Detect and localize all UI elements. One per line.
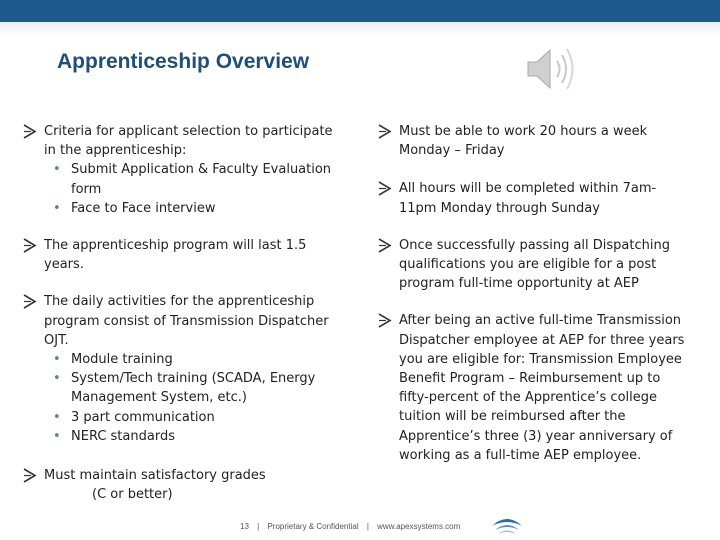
bullet-text: Monday – Friday (399, 143, 505, 159)
left-column (22, 122, 347, 504)
bullet-text: Must maintain satisfactory grades (44, 468, 266, 484)
bullet-text: years. (44, 257, 84, 273)
bullet-text: The daily activities for the apprenticeship (44, 294, 315, 310)
bullet-text: All hours will be completed within 7am- (399, 181, 657, 197)
sub-bullet-nerc (22, 427, 347, 446)
sub-bullet-text: Module training (71, 352, 173, 368)
bullet-text: program consist of Transmission Dispatcher (44, 313, 329, 329)
sub-bullet-text: form (71, 181, 102, 197)
sub-bullet-module (22, 350, 347, 369)
dot-icon: • (53, 371, 61, 387)
apex-logo-icon (490, 514, 524, 536)
bullet-text: program full-time opportunity at AEP (399, 276, 639, 292)
arrow-bullet-icon (22, 238, 37, 253)
bullet-text: Criteria for applicant selection to participate (44, 124, 333, 139)
bullet-grades (22, 466, 347, 504)
sub-bullet-application (22, 160, 347, 198)
arrow-bullet-icon (377, 238, 392, 253)
arrow-bullet-icon (377, 124, 392, 139)
bullet-text: qualifications you are eligible for a post (399, 257, 657, 273)
dot-icon: • (53, 409, 61, 425)
footer (240, 522, 466, 531)
header-bar (0, 0, 720, 22)
dot-icon: • (53, 352, 61, 368)
bullet-text: in the apprenticeship: (44, 143, 187, 159)
bullet-duration (22, 236, 347, 274)
bullet-text: Benefit Program – Reimbursement up to (399, 371, 661, 387)
sub-bullet-text: Submit Application & Faculty Evaluation (71, 162, 332, 178)
footer-separator: | (257, 522, 260, 531)
bullet-text: After being an active full-time Transmission (399, 313, 682, 329)
sub-bullet-text: System/Tech training (SCADA, Energy (71, 371, 316, 387)
arrow-bullet-icon (377, 181, 392, 196)
bullet-text: fifty-percent of the Apprentice’s college (399, 390, 658, 406)
bullet-hours (377, 122, 692, 160)
sub-bullet-text: Face to Face interview (71, 200, 216, 216)
page-number: 13 (240, 522, 249, 531)
bullet-text: Once successfully passing all Dispatching (399, 237, 670, 253)
bullet-post-program (377, 236, 692, 294)
bullet-text: The apprenticeship program will last 1.5 (44, 238, 307, 254)
bullet-criteria (22, 122, 347, 160)
footer-text: Proprietary & Confidential (267, 522, 359, 531)
dot-icon: • (53, 162, 61, 178)
arrow-bullet-icon (377, 313, 392, 328)
bullet-text: working as a full-time AEP employee. (399, 447, 642, 463)
bullet-text: (C or better) (92, 487, 173, 503)
bullet-text: Apprentice’s three (3) year anniversary of (399, 428, 673, 444)
dot-icon: • (53, 428, 61, 444)
bullet-text: Must be able to work 20 hours a week (399, 124, 648, 139)
arrow-bullet-icon (22, 124, 37, 139)
sub-bullet-text: NERC standards (71, 428, 175, 444)
sub-bullet-system (22, 369, 347, 407)
arrow-bullet-icon (22, 294, 37, 309)
footer-url[interactable]: www.apexsystems.com (377, 522, 461, 531)
sub-bullet-text: Management System, etc.) (71, 390, 247, 406)
slide-title: Apprenticeship Overview (57, 50, 310, 73)
bullet-benefits (377, 311, 692, 465)
arrow-bullet-icon (22, 468, 37, 483)
bullet-text: 11pm Monday through Sunday (399, 200, 600, 216)
bullet-schedule (377, 179, 692, 217)
sub-bullet-interview (22, 199, 347, 218)
footer-separator: | (366, 522, 369, 531)
header-shadow (0, 22, 720, 36)
speaker-icon[interactable] (524, 44, 580, 94)
bullet-text: OJT. (44, 332, 69, 348)
sub-bullet-communication (22, 408, 347, 427)
bullet-daily-activities (22, 292, 347, 350)
dot-icon: • (53, 200, 61, 216)
bullet-text: tuition will be reimbursed after the (399, 409, 626, 425)
right-column (377, 122, 692, 465)
bullet-text: you are eligible for: Transmission Employee (399, 351, 682, 367)
sub-bullet-text: 3 part communication (71, 409, 215, 425)
bullet-text: Dispatcher employee at AEP for three years (399, 332, 685, 348)
